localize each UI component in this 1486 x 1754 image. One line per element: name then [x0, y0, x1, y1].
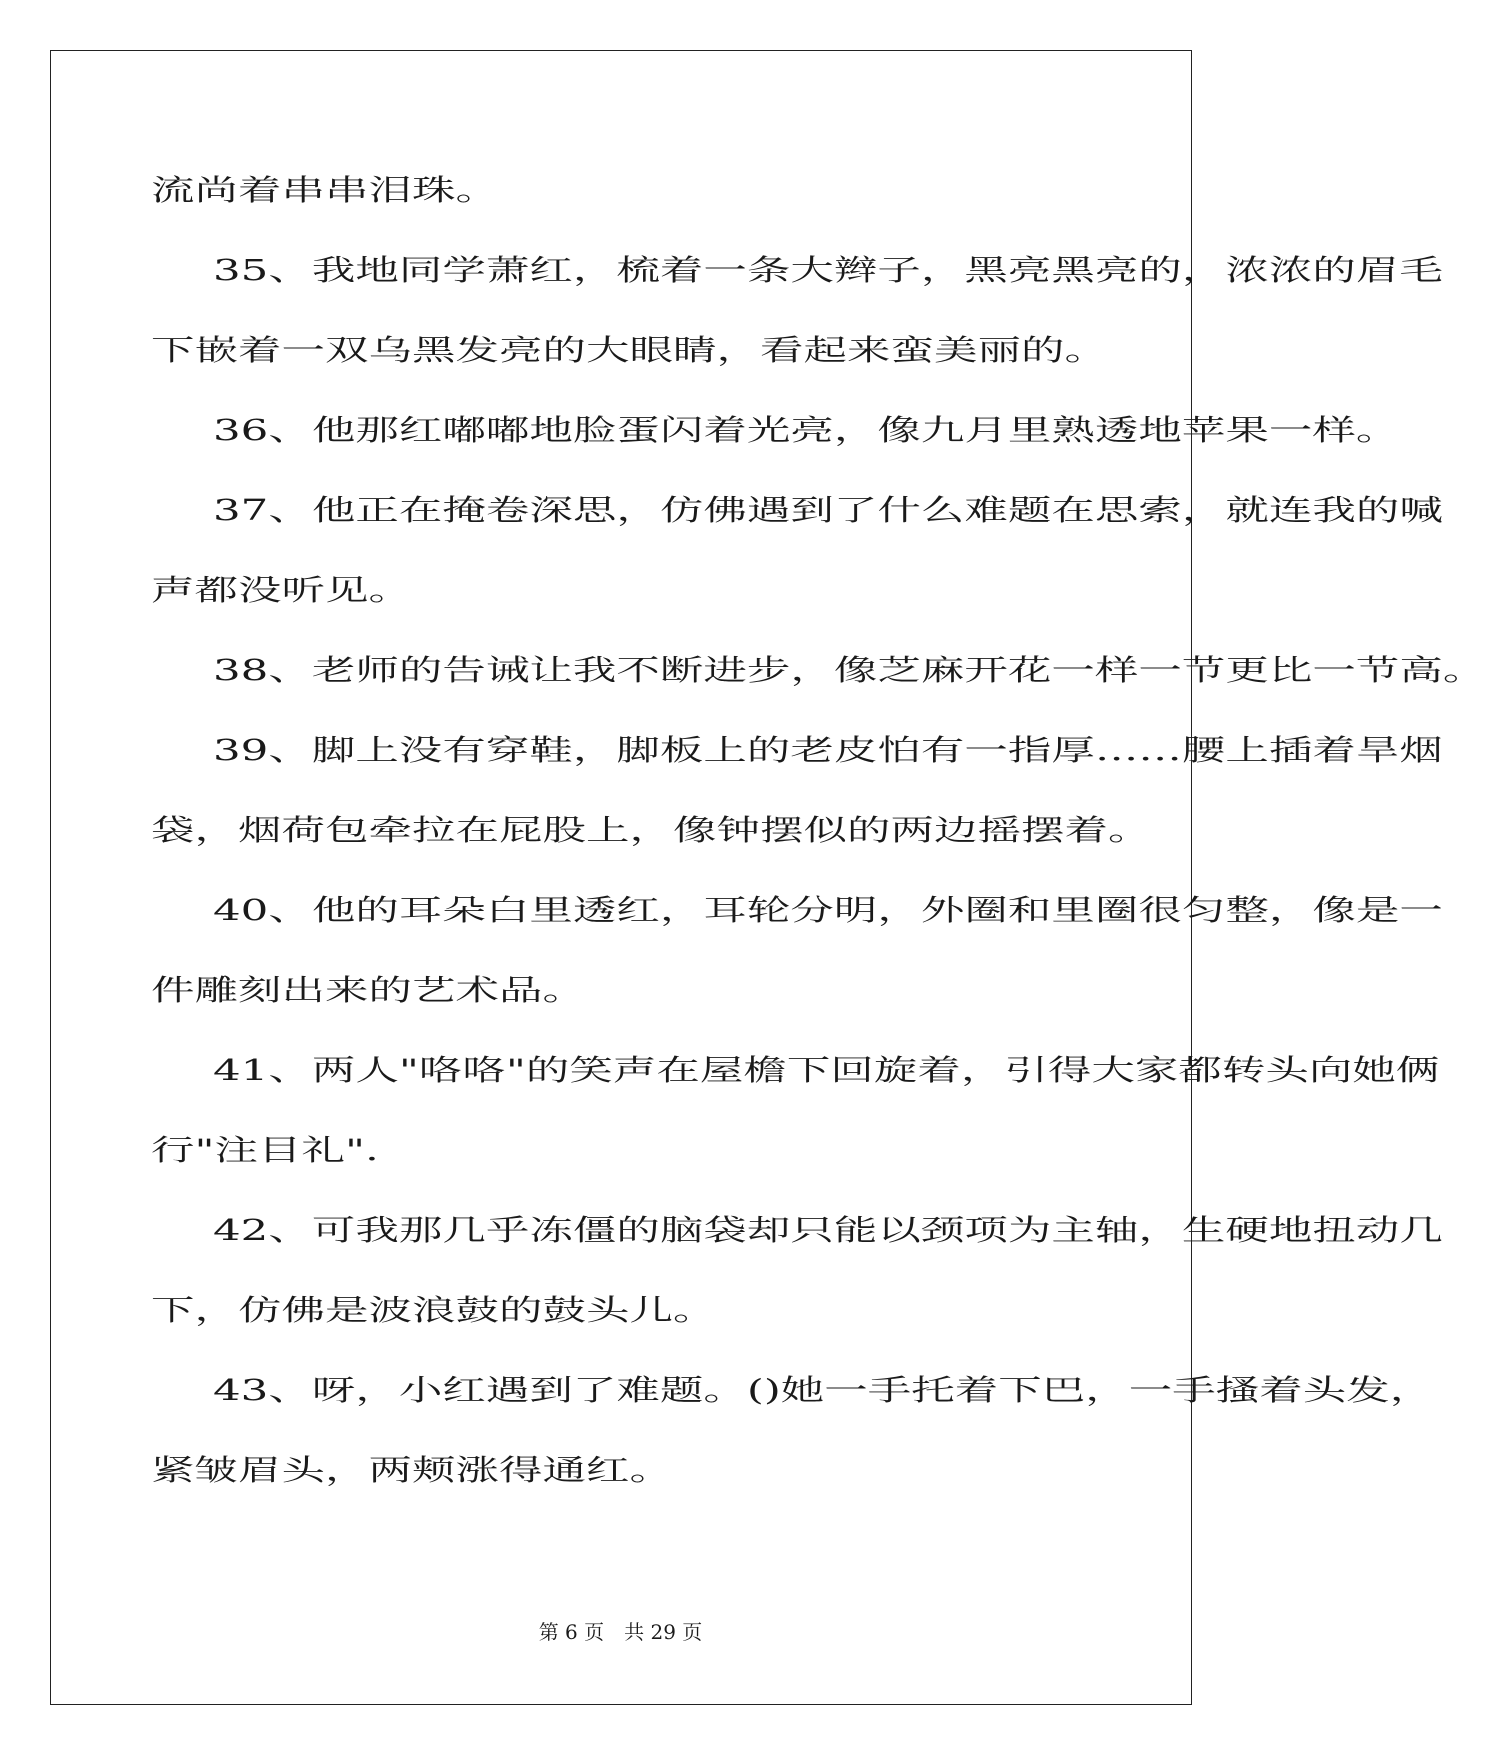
text-line: 37、他正在掩卷深思，仿佛遇到了什么难题在思索，就连我的喊 — [213, 493, 1443, 527]
text-line: 35、我地同学萧红，梳着一条大辫子，黑亮黑亮的，浓浓的眉毛 — [213, 253, 1443, 287]
text-line: 下嵌着一双乌黑发亮的大眼睛，看起来蛮美丽的。 — [151, 333, 1109, 367]
text-line: 40、他的耳朵白里透红，耳轮分明，外圈和里圈很匀整，像是一 — [213, 893, 1443, 927]
text-line: 38、老师的告诫让我不断进步，像芝麻开花一样一节更比一节高。 — [213, 653, 1486, 687]
text-line: 36、他那红嘟嘟地脸蛋闪着光亮，像九月里熟透地苹果一样。 — [213, 413, 1400, 447]
text-line: 紧皱眉头，两颊涨得通红。 — [151, 1453, 674, 1487]
text-line: 件雕刻出来的艺术品。 — [151, 973, 587, 1007]
text-line: 43、呀，小红遇到了难题。()她一手托着下巴，一手搔着头发， — [213, 1373, 1434, 1407]
text-line: 流尚着串串泪珠。 — [151, 173, 500, 207]
text-line: 声都没听见。 — [151, 573, 413, 607]
text-line: 39、脚上没有穿鞋，脚板上的老皮怕有一指厚……腰上插着旱烟 — [213, 733, 1443, 767]
text-line: 41、两人"咯咯"的笑声在屋檐下回旋着，引得大家都转头向她俩 — [213, 1053, 1440, 1087]
text-line: 行"注目礼". — [151, 1133, 379, 1167]
text-line: 下，仿佛是波浪鼓的鼓头儿。 — [151, 1293, 717, 1327]
page-number: 第 6 页 共 29 页 — [538, 1620, 703, 1644]
text-line: 42、可我那几乎冻僵的脑袋却只能以颈项为主轴，生硬地扭动几 — [213, 1213, 1443, 1247]
text-line: 袋，烟荷包牵拉在屁股上，像钟摆似的两边摇摆着。 — [151, 813, 1152, 847]
